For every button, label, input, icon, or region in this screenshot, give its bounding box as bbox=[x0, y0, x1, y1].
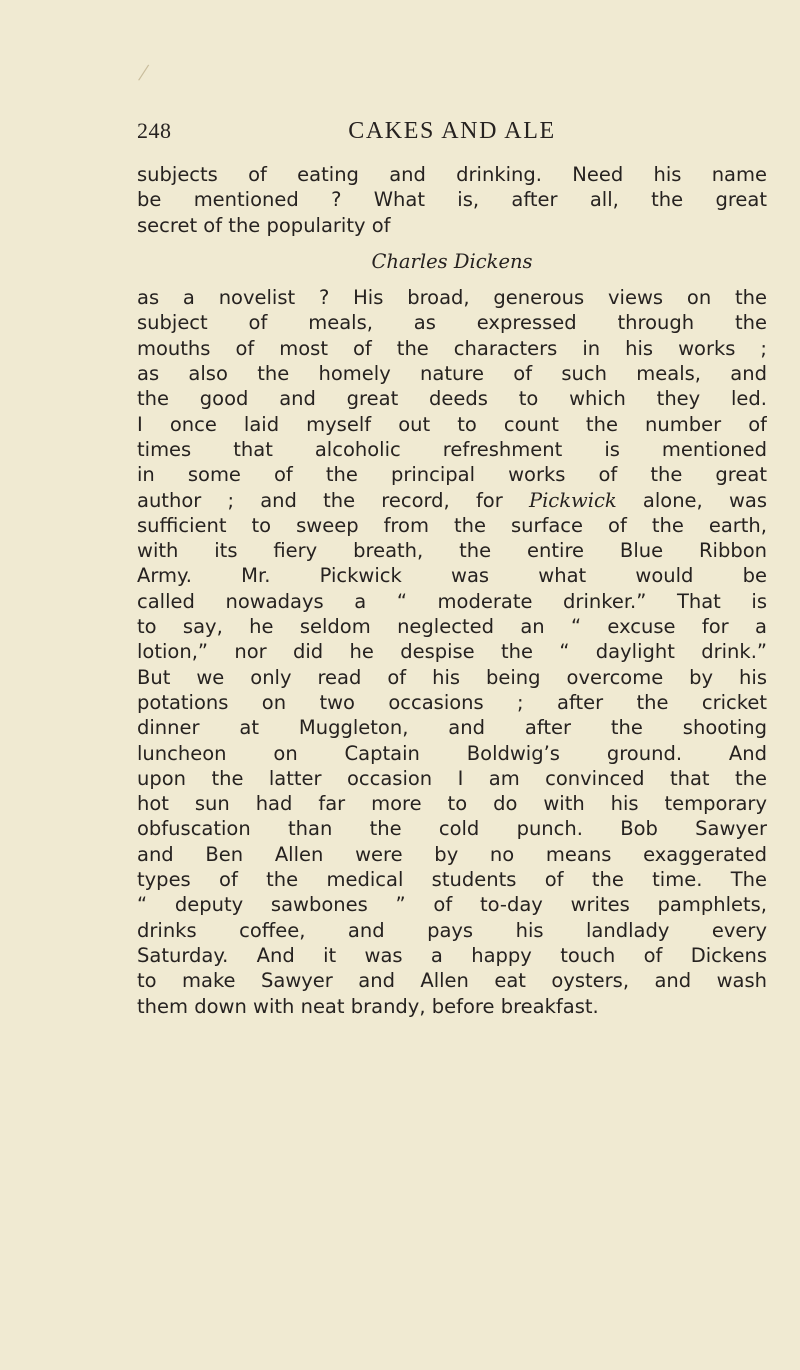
text-line: potations on two occasions ; after the cricket bbox=[137, 690, 767, 714]
text-line: with its fiery breath, the entire Blue Ribbon bbox=[137, 539, 767, 563]
text-line: Army. Mr. Pickwick was what would be bbox=[137, 564, 767, 588]
text-line: the good and great deeds to which they led. bbox=[137, 387, 767, 411]
text-line: as also the homely nature of such meals, and bbox=[137, 362, 767, 386]
text-line: times that alcoholic refreshment is mentioned bbox=[137, 437, 767, 461]
text-line-pickwick bbox=[137, 488, 767, 513]
text-line: But we only read of his being overcome by his bbox=[137, 665, 767, 689]
text-line: lotion,” nor did he despise the “ daylight drink.” bbox=[137, 640, 767, 664]
text-fragment: author ; and the record, for bbox=[137, 488, 529, 512]
text-line: and Ben Allen were by no means exaggerated bbox=[137, 842, 767, 866]
text-line: sufficient to sweep from the surface of the earth, bbox=[137, 513, 767, 537]
text-line: mouths of most of the characters in his works ; bbox=[137, 336, 767, 360]
centered-name: Charles Dickens bbox=[371, 249, 533, 273]
text-line: called nowadays a “ moderate drinker.” That is bbox=[137, 589, 767, 613]
body-text bbox=[137, 162, 767, 1019]
text-line: to make Sawyer and Allen eat oysters, and wash bbox=[137, 969, 767, 993]
text-line: “ deputy sawbones ” of to-day writes pamphlets, bbox=[137, 893, 767, 917]
text-line: obfuscation than the cold punch. Bob Sawyer bbox=[137, 817, 767, 841]
page-header bbox=[137, 118, 767, 146]
text-line: dinner at Muggleton, and after the shooting bbox=[137, 716, 767, 740]
text-line: secret of the popularity of bbox=[137, 213, 391, 237]
italic-title: Pickwick bbox=[528, 488, 617, 512]
text-line: subjects of eating and drinking. Need his name bbox=[137, 163, 767, 186]
text-line: be mentioned ? What is, after all, the great bbox=[137, 188, 767, 212]
text-line: I once laid myself out to count the number of bbox=[137, 412, 767, 436]
text-line: drinks coffee, and pays his landlady every bbox=[137, 918, 767, 942]
text-line: as a novelist ? His broad, generous views on the bbox=[137, 286, 767, 310]
text-line: luncheon on Captain Boldwig’s ground. And bbox=[137, 741, 767, 765]
text-line: types of the medical students of the time. The bbox=[137, 868, 767, 892]
text-line: hot sun had far more to do with his temporary bbox=[137, 792, 767, 816]
text-line: upon the latter occasion I am convinced that the bbox=[137, 766, 767, 790]
text-line: Saturday. And it was a happy touch of Dickens bbox=[137, 943, 767, 967]
text-fragment: alone, was bbox=[616, 488, 767, 512]
stray-pencil-mark: / bbox=[136, 57, 151, 88]
text-line: in some of the principal works of the great bbox=[137, 463, 767, 487]
running-head: CAKES AND ALE bbox=[348, 118, 556, 144]
text-line: them down with neat brandy, before breakfast. bbox=[137, 994, 599, 1018]
text-line: subject of meals, as expressed through the bbox=[137, 311, 767, 335]
text-line: to say, he seldom neglected an “ excuse for a bbox=[137, 615, 767, 639]
page-number: 248 bbox=[137, 118, 172, 143]
